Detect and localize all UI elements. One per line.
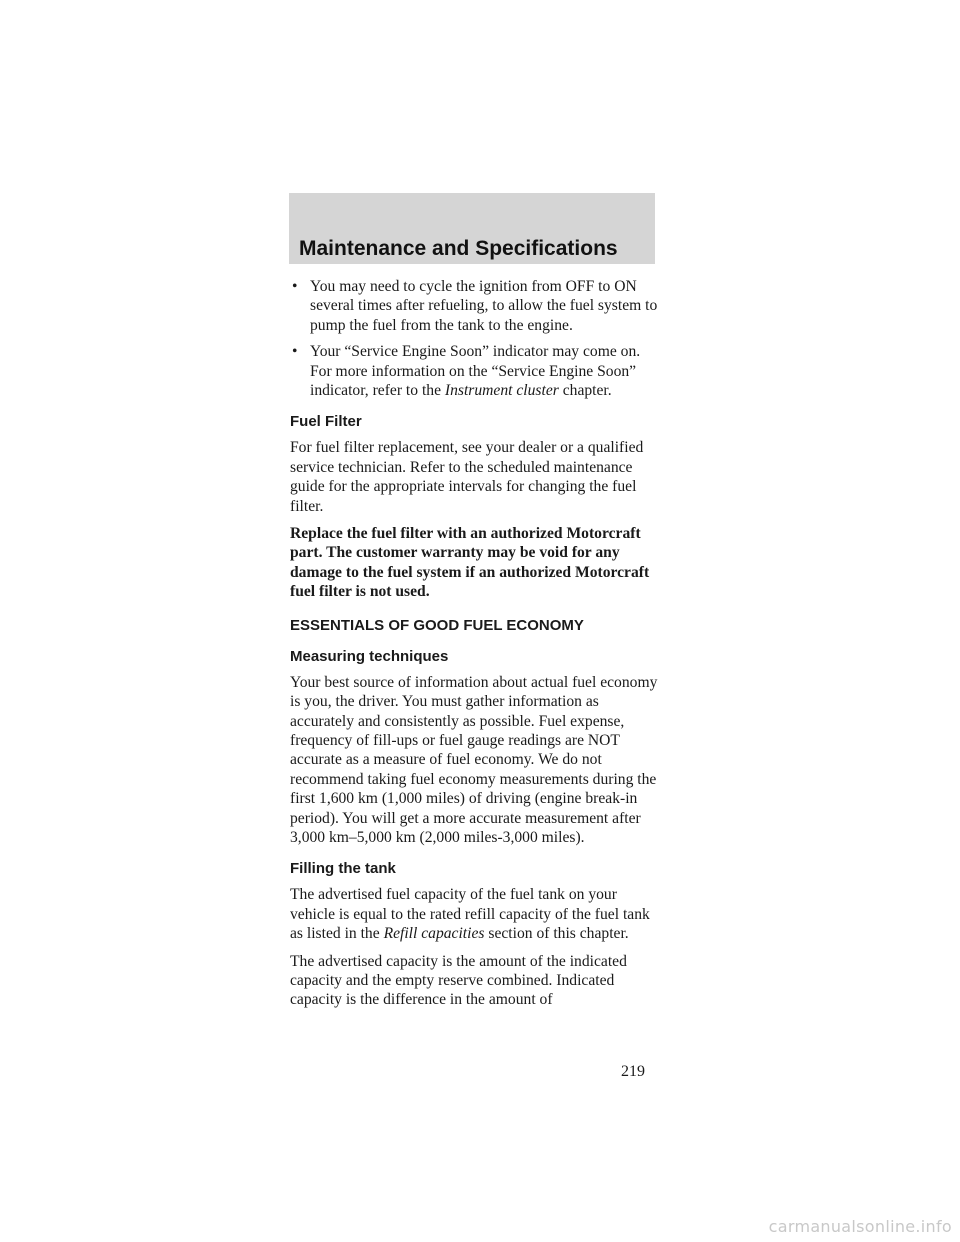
bullet-text: You may need to cycle the ignition from OFF to ON several times after refueling, to allow the fuel system to pump the fuel from the tank to the engine. (310, 278, 658, 334)
list-item (290, 277, 662, 335)
warning-paragraph: Replace the fuel filter with an authorized Motorcraft part. The customer warranty may be void for any damage to the fuel system if an authorized Motorcraft fuel filter is not used. (290, 525, 650, 601)
paragraph: For fuel filter replacement, see your dealer or a qualified service technician. Refer to the scheduled maintenance guide for the appropriate intervals for changing the fuel filter. (290, 439, 644, 515)
section-heading-measuring: Measuring techniques (290, 647, 449, 665)
section-reference: Refill capacities (383, 925, 485, 943)
section-heading-essentials: ESSENTIALS OF GOOD FUEL ECONOMY (290, 616, 584, 634)
watermark: carmanualsonline.info (768, 1217, 952, 1236)
section-heading-filling: Filling the tank (290, 860, 396, 878)
bullet-text-end: chapter. (562, 382, 612, 400)
bullet-text: Your “Service Engine Soon” indicator may come on. For more information on the “Service Engine Soon” indicator, refer to the (310, 343, 641, 400)
bullet-icon: • (292, 278, 298, 295)
page-title: Maintenance and Specifications (299, 237, 618, 260)
paragraph-text: The advertised fuel capacity of the fuel tank on your vehicle is equal to the rated refill capacity of the fuel tank as listed in the (290, 886, 650, 943)
chapter-reference: Instrument cluster (444, 382, 559, 400)
page-content (290, 277, 662, 1018)
paragraph (290, 885, 662, 943)
paragraph: Your best source of information about actual fuel economy is you, the driver. You must gather information as accurately and consistently as possible. Fuel expense, frequency of fill-ups or fuel gauge readings are NOT accurate as a measure of fuel economy. We do not recommend taking fuel economy measurements during the first 1,600 km (1,000 miles) of driving (engine break-in period). You will get a more accurate measurement after 3,000 km–5,000 km (2,000 miles-3,000 miles). (290, 673, 658, 846)
bullet-list (290, 277, 662, 400)
bullet-icon: • (292, 343, 298, 361)
page-number: 219 (621, 1063, 645, 1080)
list-item (290, 342, 662, 400)
paragraph-text-end: section of this chapter. (488, 925, 629, 943)
section-heading-fuel-filter: Fuel Filter (290, 413, 362, 431)
paragraph: The advertised capacity is the amount of the indicated capacity and the empty reserve combined. Indicated capacity is the difference in the amount of (290, 952, 627, 1009)
